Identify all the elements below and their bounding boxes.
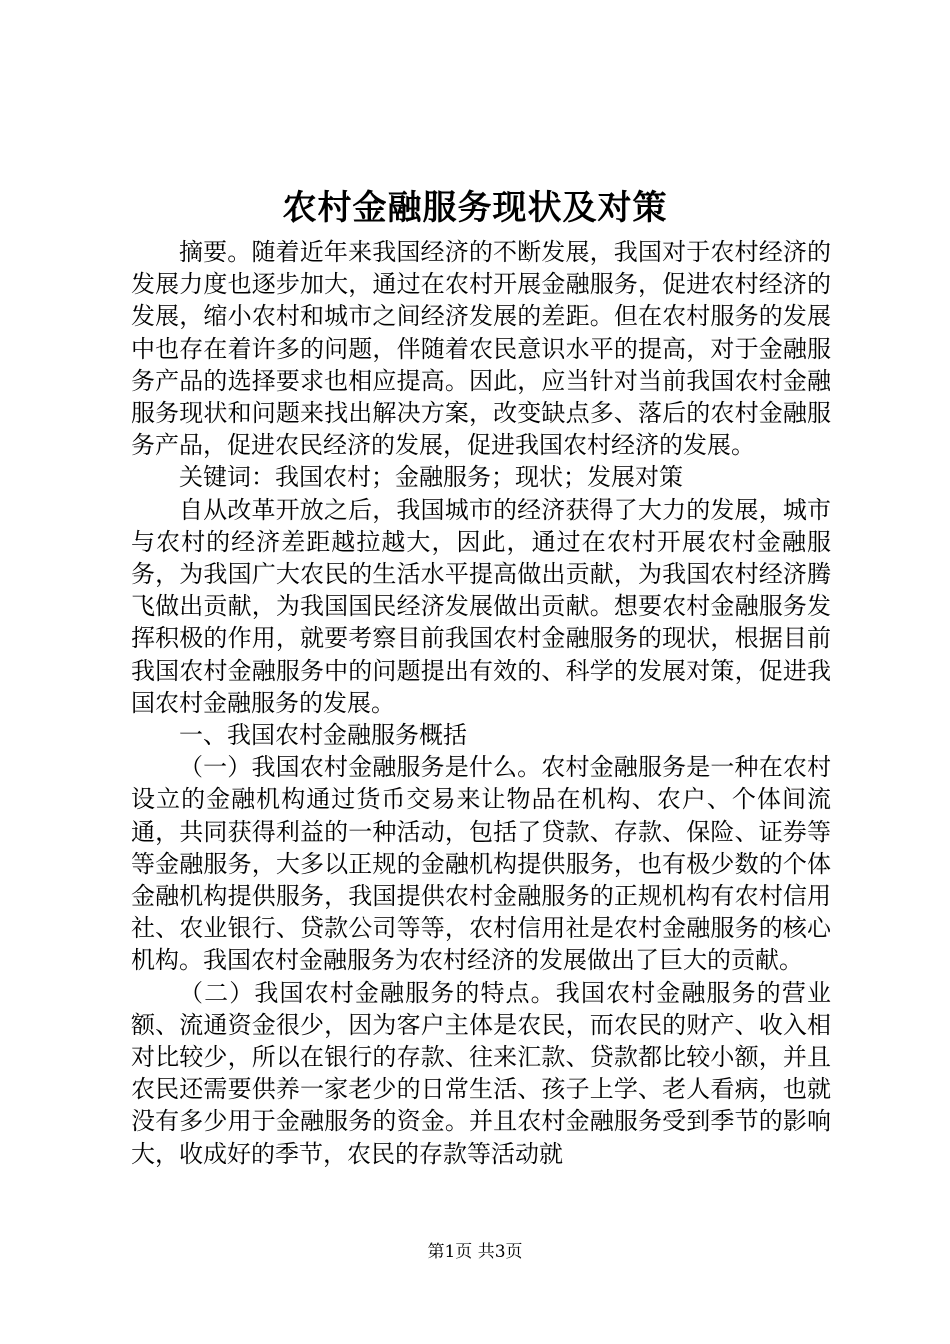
subsection-paragraph-2: （二）我国农村金融服务的特点。我国农村金融服务的营业额、流通资金很少，因为客户主体是农民，而农民的财产、收入相对比较少，所以在银行的存款、往来汇款、贷款都比较小额，并且农民还需要供养一家老少的日常生活、孩子上学、老人看病，也就没有多少用于金融服务的资金。并且农村金融服务受到季节的影响大，收成好的季节，农民的存款等活动就 <box>131 978 831 1168</box>
page-footer: 第1页 共3页 <box>427 1242 523 1262</box>
document-body <box>131 236 831 1170</box>
keywords-paragraph: 关键词：我国农村；金融服务；现状；发展对策 <box>179 463 683 492</box>
section-heading-1: 一、我国农村金融服务概括 <box>179 721 467 750</box>
page-title: 农村金融服务现状及对策 <box>282 188 668 228</box>
intro-paragraph: 自从改革开放之后，我国城市的经济获得了大力的发展，城市与农村的经济差距越拉越大，因此，通过在农村开展农村金融服务，为我国广大农民的生活水平提高做出贡献，为我国农村经济腾飞做出贡献，为我国国民经济发展做出贡献。想要农村金融服务发挥积极的作用，就要考察目前我国农村金融服务的现状，根据目前我国农村金融服务中的问题提出有效的、科学的发展对策，促进我国农村金融服务的发展。 <box>131 495 831 717</box>
subsection-paragraph-1: （一）我国农村金融服务是什么。农村金融服务是一种在农村设立的金融机构通过货币交易来让物品在机构、农户、个体间流通，共同获得利益的一种活动，包括了贷款、存款、保险、证券等等金融服务，大多以正规的金融机构提供服务，也有极少数的个体金融机构提供服务，我国提供农村金融服务的正规机构有农村信用社、农业银行、贷款公司等等，农村信用社是农村金融服务的核心机构。我国农村金融服务为农村经济的发展做出了巨大的贡献。 <box>131 753 831 975</box>
abstract-paragraph: 摘要。随着近年来我国经济的不断发展，我国对于农村经济的发展力度也逐步加大，通过在农村开展金融服务，促进农村经济的发展，缩小农村和城市之间经济发展的差距。但在农村服务的发展中也存在着许多的问题，伴随着农民意识水平的提高，对于金融服务产品的选择要求也相应提高。因此，应当针对当前我国农村金融服务现状和问题来找出解决方案，改变缺点多、落后的农村金融服务产品，促进农民经济的发展，促进我国农村经济的发展。 <box>131 238 831 460</box>
